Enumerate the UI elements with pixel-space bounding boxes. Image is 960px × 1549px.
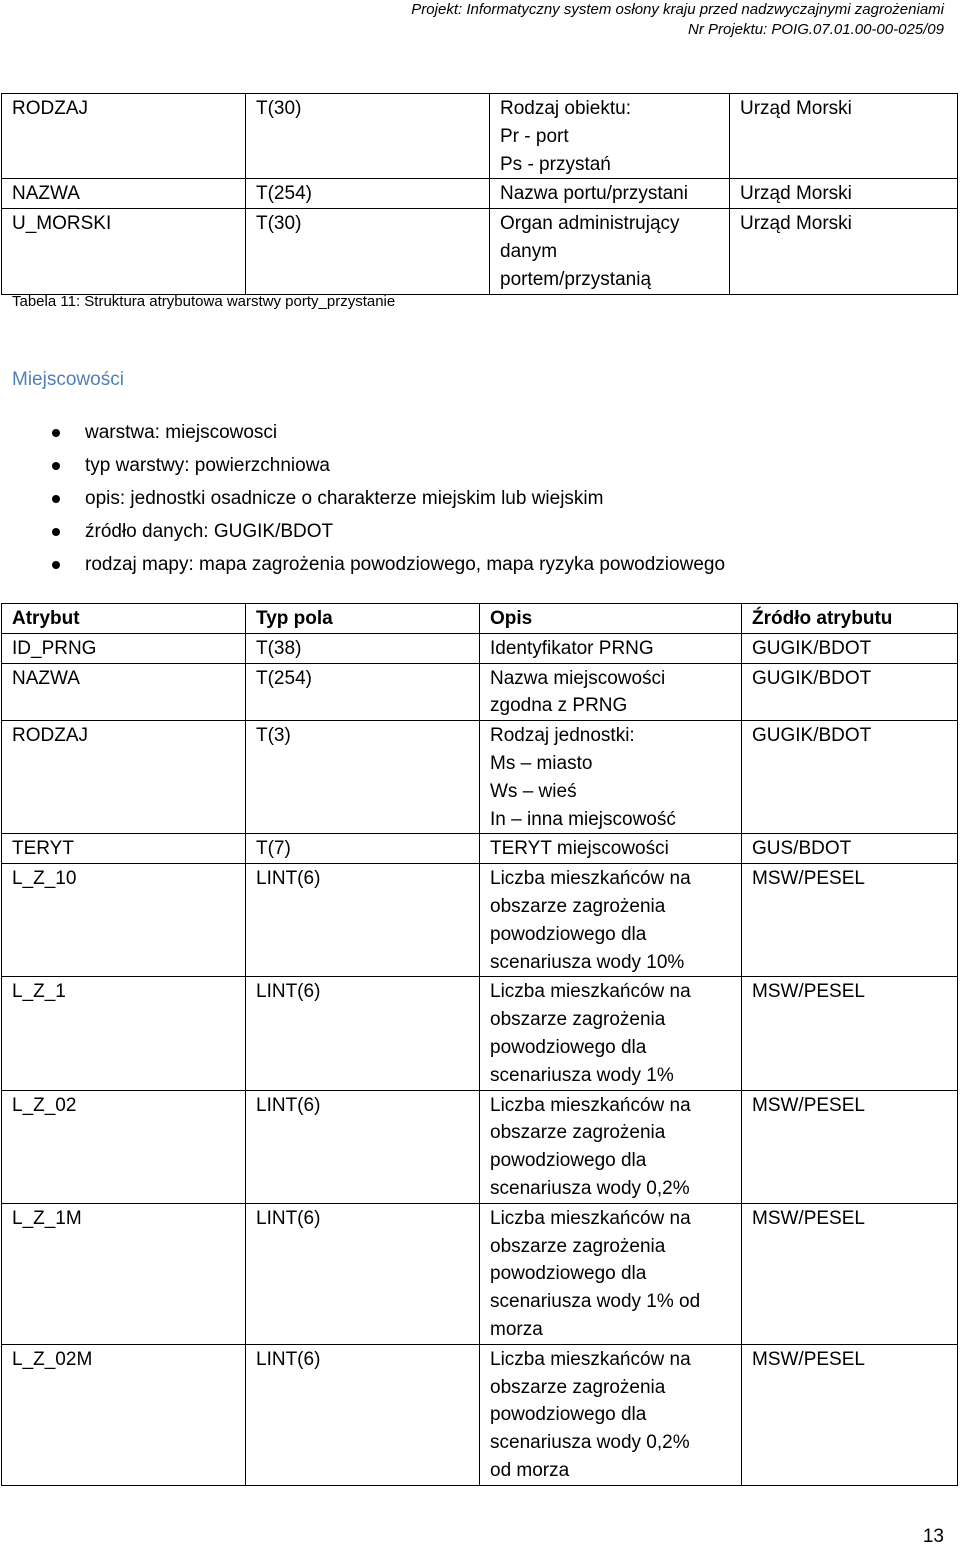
list-item-text: typ warstwy: powierzchniowa bbox=[85, 455, 330, 476]
table-cell: MSW/PESEL bbox=[742, 1203, 958, 1344]
table-row bbox=[2, 834, 958, 864]
table-row bbox=[2, 209, 958, 294]
list-item-text: źródło danych: GUGIK/BDOT bbox=[85, 521, 334, 542]
table-row bbox=[2, 721, 958, 834]
project-title: Projekt: Informatyczny system osłony kraju przed nadzwyczajnymi zagrożeniami bbox=[411, 1, 944, 18]
bullet-icon bbox=[52, 462, 60, 470]
table-cell: LINT(6) bbox=[246, 977, 480, 1090]
page-header bbox=[411, 0, 944, 40]
table-row bbox=[2, 1090, 958, 1203]
list-item-text: warstwa: miejscowosci bbox=[85, 422, 278, 443]
table-cell: TERYT miejscowości bbox=[480, 834, 742, 864]
table-row bbox=[2, 1344, 958, 1485]
table-cell: MSW/PESEL bbox=[742, 1090, 958, 1203]
table-cell: Rodzaj jednostki: Ms – miasto Ws – wieś In – inna miejscowość bbox=[480, 721, 742, 834]
localities-attribute-table bbox=[1, 603, 958, 1486]
table-cell: L_Z_1M bbox=[2, 1203, 246, 1344]
table-row bbox=[2, 977, 958, 1090]
table-cell: Nazwa miejscowości zgodna z PRNG bbox=[480, 663, 742, 721]
table-cell: LINT(6) bbox=[246, 1344, 480, 1485]
table-cell: Liczba mieszkańców na obszarze zagrożenia powodziowego dla scenariusza wody 0,2% od morza bbox=[480, 1344, 742, 1485]
table-cell: U_MORSKI bbox=[2, 209, 246, 294]
table-cell: Urząd Morski bbox=[730, 179, 958, 209]
list-item bbox=[0, 519, 725, 552]
section-heading: Miejscowości bbox=[12, 369, 124, 390]
table-cell: TERYT bbox=[2, 834, 246, 864]
table-header-row bbox=[2, 604, 958, 634]
table-row bbox=[2, 663, 958, 721]
table-cell: Liczba mieszkańców na obszarze zagrożenia powodziowego dla scenariusza wody 0,2% bbox=[480, 1090, 742, 1203]
table-cell: Nazwa portu/przystani bbox=[490, 179, 730, 209]
table-row bbox=[2, 94, 958, 179]
bullet-icon bbox=[52, 528, 60, 536]
list-item bbox=[0, 453, 725, 486]
table-cell: MSW/PESEL bbox=[742, 864, 958, 977]
table-cell: MSW/PESEL bbox=[742, 1344, 958, 1485]
table-row bbox=[2, 864, 958, 977]
table-row bbox=[2, 179, 958, 209]
table-cell: Organ administrujący danym portem/przystanią bbox=[490, 209, 730, 294]
table-row bbox=[2, 1203, 958, 1344]
list-item bbox=[0, 552, 725, 585]
bullet-icon bbox=[52, 429, 60, 437]
column-header-description: Opis bbox=[480, 604, 742, 634]
table-cell: T(254) bbox=[246, 179, 490, 209]
bullet-icon bbox=[52, 561, 60, 569]
table-cell: GUGIK/BDOT bbox=[742, 721, 958, 834]
table-cell: LINT(6) bbox=[246, 1203, 480, 1344]
table-cell: NAZWA bbox=[2, 179, 246, 209]
table-cell: T(30) bbox=[246, 94, 490, 179]
table-cell: Liczba mieszkańców na obszarze zagrożenia powodziowego dla scenariusza wody 1% bbox=[480, 977, 742, 1090]
table-cell: Urząd Morski bbox=[730, 94, 958, 179]
table-cell: ID_PRNG bbox=[2, 633, 246, 663]
table-cell: T(30) bbox=[246, 209, 490, 294]
project-number: Nr Projektu: POIG.07.01.00-00-025/09 bbox=[688, 21, 944, 38]
column-header-source: Źródło atrybutu bbox=[742, 604, 958, 634]
table-cell: RODZAJ bbox=[2, 721, 246, 834]
table-cell: GUGIK/BDOT bbox=[742, 663, 958, 721]
table-cell: L_Z_02M bbox=[2, 1344, 246, 1485]
table-cell: L_Z_10 bbox=[2, 864, 246, 977]
table-cell: LINT(6) bbox=[246, 1090, 480, 1203]
table-cell: L_Z_1 bbox=[2, 977, 246, 1090]
table-cell: GUS/BDOT bbox=[742, 834, 958, 864]
table-cell: T(38) bbox=[246, 633, 480, 663]
ports-attribute-table bbox=[1, 93, 958, 295]
table-cell: NAZWA bbox=[2, 663, 246, 721]
list-item bbox=[0, 486, 725, 519]
table-cell: Rodzaj obiektu: Pr - port Ps - przystań bbox=[490, 94, 730, 179]
table-row bbox=[2, 633, 958, 663]
list-item bbox=[0, 420, 725, 453]
column-header-field-type: Typ pola bbox=[246, 604, 480, 634]
table-cell: T(254) bbox=[246, 663, 480, 721]
table-cell: LINT(6) bbox=[246, 864, 480, 977]
table-cell: RODZAJ bbox=[2, 94, 246, 179]
table-cell: Liczba mieszkańców na obszarze zagrożenia powodziowego dla scenariusza wody 10% bbox=[480, 864, 742, 977]
bullet-icon bbox=[52, 495, 60, 503]
list-item-text: rodzaj mapy: mapa zagrożenia powodziowego, mapa ryzyka powodziowego bbox=[85, 554, 726, 575]
table-cell: L_Z_02 bbox=[2, 1090, 246, 1203]
list-item-text: opis: jednostki osadnicze o charakterze miejskim lub wiejskim bbox=[85, 488, 604, 509]
table-cell: Identyfikator PRNG bbox=[480, 633, 742, 663]
page-number: 13 bbox=[922, 1526, 944, 1547]
table-caption: Tabela 11: Struktura atrybutowa warstwy porty_przystanie bbox=[12, 293, 396, 310]
table-cell: Urząd Morski bbox=[730, 209, 958, 294]
layer-properties-list bbox=[0, 420, 725, 585]
table-cell: GUGIK/BDOT bbox=[742, 633, 958, 663]
table-cell: Liczba mieszkańców na obszarze zagrożenia powodziowego dla scenariusza wody 1% od morza bbox=[480, 1203, 742, 1344]
table-cell: MSW/PESEL bbox=[742, 977, 958, 1090]
table-cell: T(7) bbox=[246, 834, 480, 864]
table-cell: T(3) bbox=[246, 721, 480, 834]
column-header-attribute: Atrybut bbox=[2, 604, 246, 634]
